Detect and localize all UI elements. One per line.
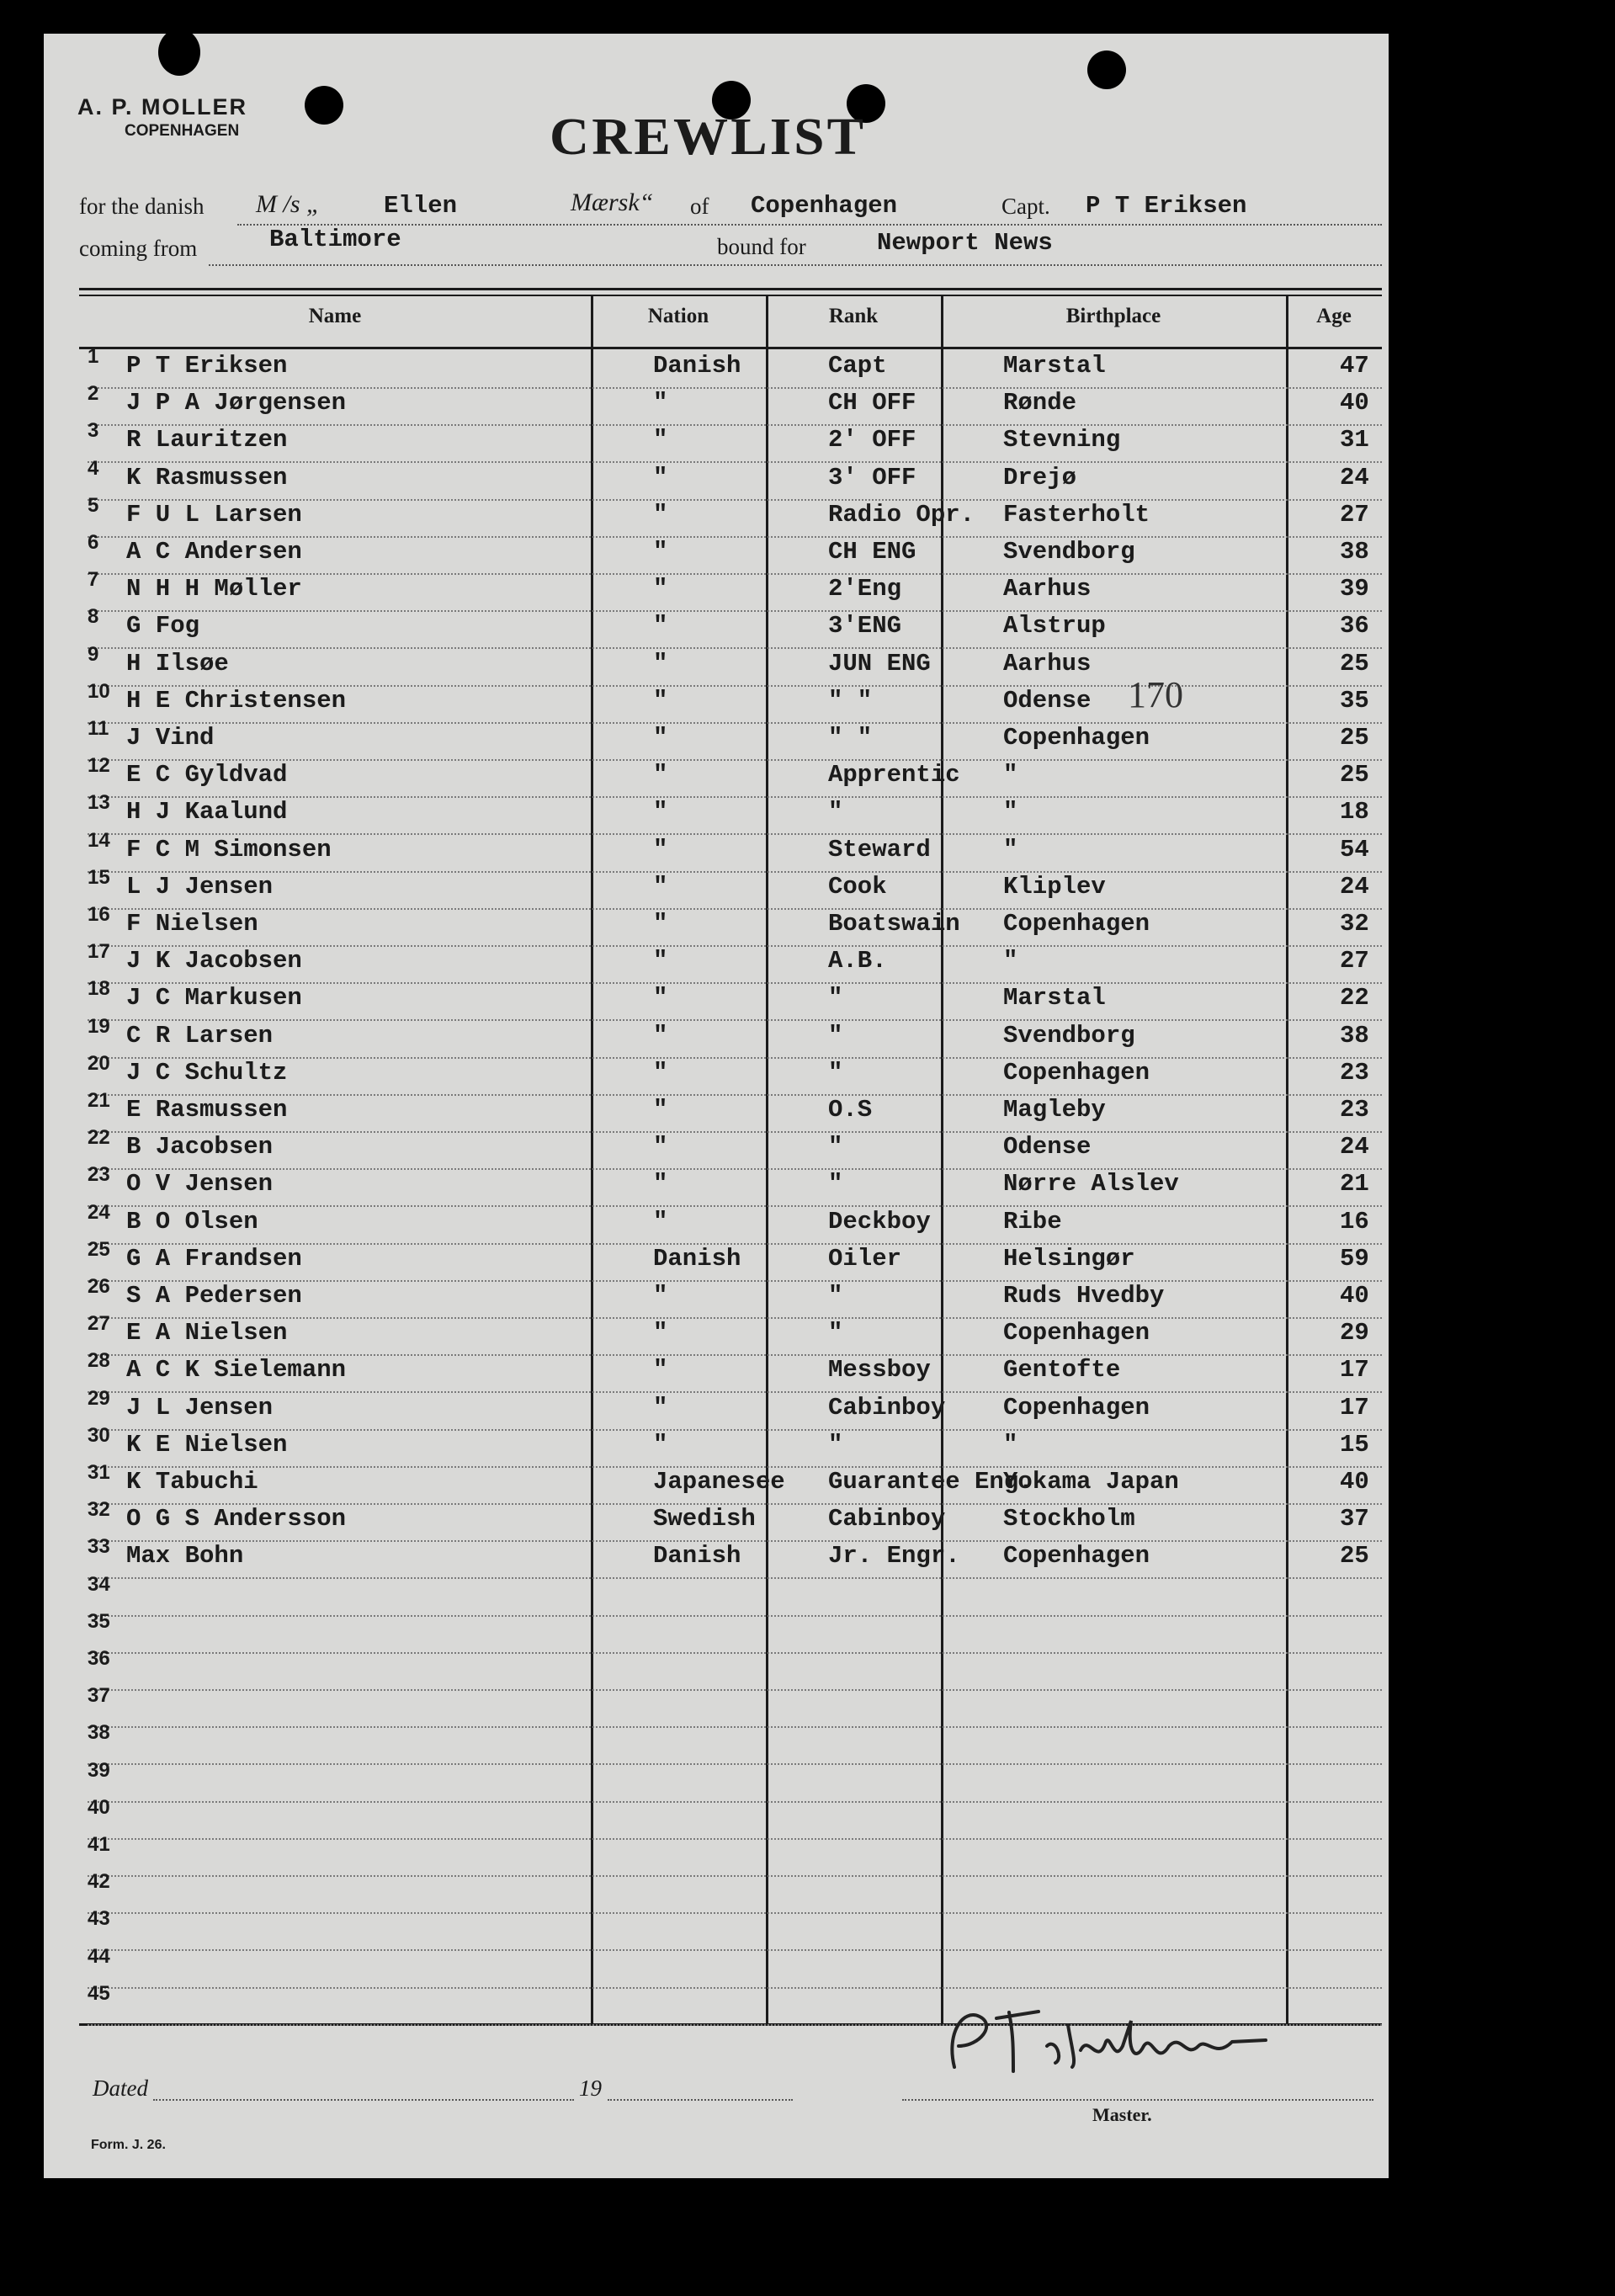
crew-rank: " — [828, 1319, 843, 1347]
crew-rank: Steward — [828, 835, 931, 864]
row-number: 5 — [88, 493, 99, 517]
crew-nation: " — [653, 389, 668, 417]
crew-name: J C Schultz — [126, 1058, 288, 1087]
crew-birthplace: Fasterholt — [1003, 500, 1150, 529]
crew-birthplace: Copenhagen — [1003, 910, 1150, 938]
crew-age: 40 — [1340, 1468, 1369, 1496]
table-top-rule-thin — [79, 295, 1382, 296]
table-row — [88, 1535, 1382, 1579]
crew-age: 18 — [1340, 798, 1369, 826]
table-top-rule — [79, 288, 1382, 290]
row-number: 24 — [88, 1200, 110, 1224]
company-city: COPENHAGEN — [125, 122, 240, 140]
crew-rank: Oiler — [828, 1244, 902, 1273]
crew-name: K E Nielsen — [126, 1430, 288, 1459]
crew-nation: " — [653, 984, 668, 1012]
crew-rank: " — [828, 1133, 843, 1161]
crew-birthplace: Stevning — [1003, 426, 1121, 454]
crew-birthplace: Marstal — [1003, 984, 1106, 1012]
crew-rank: JUN ENG — [828, 649, 931, 678]
crew-name: F U L Larsen — [126, 500, 302, 529]
crew-rank: Deckboy — [828, 1207, 931, 1236]
row-number: 10 — [88, 679, 110, 703]
punch-hole — [158, 29, 200, 76]
table-row — [88, 1758, 1382, 1803]
vessel-prefix: M /s „ — [256, 190, 321, 218]
crew-name: Max Bohn — [126, 1542, 244, 1571]
crew-name: S A Pedersen — [126, 1282, 302, 1310]
crew-age: 40 — [1340, 389, 1369, 417]
table-row — [88, 903, 1382, 947]
crew-birthplace: Aarhus — [1003, 575, 1092, 603]
vessel-line-dots — [237, 224, 1382, 226]
crew-name: A C K Sielemann — [126, 1356, 347, 1385]
year-prefix: 19 — [579, 2075, 602, 2101]
table-row — [88, 1237, 1382, 1282]
table-row — [88, 568, 1382, 612]
crew-name: G A Frandsen — [126, 1244, 302, 1273]
table-row — [88, 1163, 1382, 1207]
row-number: 20 — [88, 1051, 110, 1075]
bound-for-value: Newport News — [877, 229, 1053, 257]
signature-line-dots — [902, 2099, 1373, 2101]
crew-rank: " — [828, 1021, 843, 1050]
table-row — [88, 717, 1382, 761]
crew-name: C R Larsen — [126, 1021, 274, 1050]
crew-age: 35 — [1340, 686, 1369, 715]
crew-age: 27 — [1340, 500, 1369, 529]
crew-nation: Swedish — [653, 1505, 756, 1533]
crew-name: B Jacobsen — [126, 1133, 274, 1161]
crew-nation: " — [653, 686, 668, 715]
punch-hole — [1087, 50, 1126, 89]
row-number: 1 — [88, 345, 99, 368]
crew-name: R Lauritzen — [126, 426, 288, 454]
table-row — [88, 1833, 1382, 1877]
row-number: 45 — [88, 1981, 110, 2005]
row-number: 21 — [88, 1089, 110, 1112]
crew-name: H E Christensen — [126, 686, 347, 715]
crew-nation: " — [653, 835, 668, 864]
row-number: 41 — [88, 1833, 110, 1856]
crew-name: J L Jensen — [126, 1393, 274, 1422]
coming-from-value: Baltimore — [269, 226, 401, 253]
crew-nation: " — [653, 1282, 668, 1310]
crew-name: A C Andersen — [126, 538, 302, 566]
crew-name: O G S Andersson — [126, 1505, 347, 1533]
table-row — [88, 1423, 1382, 1468]
row-number: 40 — [88, 1795, 110, 1819]
crew-birthplace: Copenhagen — [1003, 1319, 1150, 1347]
crew-age: 25 — [1340, 724, 1369, 752]
crew-rank: 3'ENG — [828, 612, 902, 640]
table-row — [88, 1200, 1382, 1245]
crew-age: 29 — [1340, 1319, 1369, 1347]
table-row — [88, 1870, 1382, 1914]
crew-age: 38 — [1340, 538, 1369, 566]
crew-birthplace: Odense — [1003, 1133, 1092, 1161]
home-port: Copenhagen — [751, 192, 898, 220]
table-row — [88, 1572, 1382, 1617]
table-row — [88, 419, 1382, 463]
crewlist-document — [44, 34, 1389, 2178]
crew-rank: " — [828, 1170, 843, 1198]
crew-nation: Japanesee — [653, 1468, 785, 1496]
table-row — [88, 1275, 1382, 1319]
row-number: 42 — [88, 1870, 110, 1894]
row-number: 9 — [88, 642, 99, 666]
row-number: 43 — [88, 1907, 110, 1931]
crew-birthplace: Marstal — [1003, 352, 1106, 380]
crew-rank: 3' OFF — [828, 463, 916, 492]
crew-age: 22 — [1340, 984, 1369, 1012]
table-row — [88, 828, 1382, 873]
crew-name: L J Jensen — [126, 872, 274, 901]
crew-rank: Messboy — [828, 1356, 931, 1385]
column-header-rank: Rank — [828, 305, 879, 327]
crew-age: 17 — [1340, 1356, 1369, 1385]
row-number: 12 — [88, 754, 110, 778]
crew-name: J P A Jørgensen — [126, 389, 347, 417]
crew-age: 36 — [1340, 612, 1369, 640]
page-title: CREWLIST — [550, 109, 867, 166]
row-number: 32 — [88, 1498, 110, 1522]
crew-name: G Fog — [126, 612, 200, 640]
row-number: 7 — [88, 568, 99, 592]
crew-name: N H H Møller — [126, 575, 302, 603]
crew-birthplace: Copenhagen — [1003, 724, 1150, 752]
crew-nation: " — [653, 798, 668, 826]
table-row — [88, 1312, 1382, 1356]
crew-age: 32 — [1340, 910, 1369, 938]
table-row — [88, 977, 1382, 1021]
capt-label: Capt. — [1001, 194, 1050, 219]
table-row — [88, 642, 1382, 687]
row-number: 26 — [88, 1275, 110, 1298]
crew-birthplace: Gentofte — [1003, 1356, 1121, 1385]
crew-nation: " — [653, 575, 668, 603]
crew-rank: Apprentic — [828, 761, 960, 789]
voyage-line-dots — [209, 264, 1382, 266]
crew-name: B O Olsen — [126, 1207, 258, 1236]
crew-rank: Cabinboy — [828, 1393, 946, 1422]
vessel-name-1: Ellen — [384, 192, 458, 220]
crew-nation: " — [653, 724, 668, 752]
master-label: Master. — [1092, 2104, 1152, 2125]
crew-name: H Ilsøe — [126, 649, 229, 678]
crew-nation: " — [653, 538, 668, 566]
crew-rank: 2' OFF — [828, 426, 916, 454]
form-code: Form. J. 26. — [91, 2138, 166, 2152]
crew-rank: " — [828, 798, 843, 826]
crew-rank: Capt — [828, 352, 887, 380]
crew-nation: " — [653, 649, 668, 678]
crew-rank: CH OFF — [828, 389, 916, 417]
crew-rank: " " — [828, 724, 873, 752]
table-row — [88, 531, 1382, 575]
row-number: 25 — [88, 1237, 110, 1261]
table-header-rule — [79, 347, 1382, 349]
crew-rank: Guarantee Eng. — [828, 1468, 1033, 1496]
company-name: A. P. MOLLER — [77, 94, 248, 120]
crew-name: E Rasmussen — [126, 1096, 288, 1124]
row-number: 27 — [88, 1312, 110, 1336]
crew-nation: " — [653, 500, 668, 529]
crew-name: O V Jensen — [126, 1170, 274, 1198]
crew-age: 25 — [1340, 761, 1369, 789]
crew-nation: " — [653, 1096, 668, 1124]
table-row — [88, 1349, 1382, 1393]
crew-age: 16 — [1340, 1207, 1369, 1236]
crew-age: 54 — [1340, 835, 1369, 864]
crew-age: 31 — [1340, 426, 1369, 454]
crew-nation: " — [653, 1430, 668, 1459]
crew-age: 47 — [1340, 352, 1369, 380]
crew-birthplace: " — [1003, 947, 1018, 975]
crew-rank: Cabinboy — [828, 1505, 946, 1533]
vessel-name-2: Mærsk“ — [571, 189, 654, 216]
crew-birthplace: Nørre Alslev — [1003, 1170, 1179, 1198]
crew-birthplace: " — [1003, 798, 1018, 826]
row-number: 33 — [88, 1535, 110, 1559]
crew-age: 21 — [1340, 1170, 1369, 1198]
row-number: 35 — [88, 1609, 110, 1633]
crew-rank: " — [828, 1430, 843, 1459]
dated-label: Dated — [93, 2075, 148, 2101]
crew-nation: Danish — [653, 1542, 741, 1571]
row-number: 28 — [88, 1349, 110, 1373]
crew-age: 25 — [1340, 649, 1369, 678]
crew-name: P T Eriksen — [126, 352, 288, 380]
crew-birthplace: " — [1003, 835, 1018, 864]
of-label: of — [690, 194, 709, 219]
row-number: 11 — [88, 717, 109, 740]
crew-age: 25 — [1340, 1542, 1369, 1571]
row-number: 6 — [88, 531, 99, 554]
crew-age: 27 — [1340, 947, 1369, 975]
crew-nation: " — [653, 872, 668, 901]
table-row — [88, 382, 1382, 426]
crew-name: H J Kaalund — [126, 798, 288, 826]
crew-rank: Radio Opr. — [828, 500, 975, 529]
row-number: 17 — [88, 940, 110, 964]
row-number: 23 — [88, 1163, 110, 1187]
table-row — [88, 1126, 1382, 1170]
crew-birthplace: Stockholm — [1003, 1505, 1135, 1533]
for-the-danish-label: for the danish — [79, 194, 205, 219]
crew-nation: " — [653, 612, 668, 640]
crew-rank: 2'Eng — [828, 575, 902, 603]
row-number: 39 — [88, 1758, 110, 1782]
crew-nation: " — [653, 463, 668, 492]
coming-from-label: coming from — [79, 236, 198, 261]
crew-name: J Vind — [126, 724, 215, 752]
crew-nation: " — [653, 1356, 668, 1385]
crew-name: J C Markusen — [126, 984, 302, 1012]
crew-name: E A Nielsen — [126, 1319, 288, 1347]
row-number: 4 — [88, 456, 99, 480]
table-row — [88, 605, 1382, 649]
row-number: 19 — [88, 1014, 110, 1038]
table-row — [88, 1907, 1382, 1951]
crew-birthplace: Rønde — [1003, 389, 1077, 417]
crew-name: F C M Simonsen — [126, 835, 332, 864]
column-header-age: Age — [1316, 305, 1352, 327]
crew-age: 24 — [1340, 872, 1369, 901]
row-number: 29 — [88, 1386, 110, 1410]
row-number: 38 — [88, 1721, 110, 1745]
crew-rank: " " — [828, 686, 873, 715]
row-number: 30 — [88, 1423, 110, 1447]
crew-birthplace: Svendborg — [1003, 538, 1135, 566]
crew-birthplace: " — [1003, 1430, 1018, 1459]
year-line-dots — [608, 2099, 793, 2101]
crew-age: 23 — [1340, 1058, 1369, 1087]
table-row — [88, 456, 1382, 501]
row-number: 18 — [88, 977, 110, 1001]
row-number: 15 — [88, 865, 110, 889]
crew-nation: " — [653, 1207, 668, 1236]
crew-rank: Boatswain — [828, 910, 960, 938]
crew-rank: Cook — [828, 872, 887, 901]
crew-age: 15 — [1340, 1430, 1369, 1459]
crew-nation: " — [653, 1133, 668, 1161]
crew-nation: " — [653, 761, 668, 789]
row-number: 34 — [88, 1572, 110, 1596]
crew-birthplace: Yokama Japan — [1003, 1468, 1179, 1496]
table-row — [88, 1461, 1382, 1505]
crew-rank: Jr. Engr. — [828, 1542, 960, 1571]
crew-name: J K Jacobsen — [126, 947, 302, 975]
crew-rank: " — [828, 1058, 843, 1087]
crew-birthplace: Svendborg — [1003, 1021, 1135, 1050]
crew-nation: " — [653, 1393, 668, 1422]
crew-birthplace: Helsingør — [1003, 1244, 1135, 1273]
column-header-nation: Nation — [647, 305, 709, 327]
crew-nation: Danish — [653, 352, 741, 380]
table-row — [88, 1498, 1382, 1542]
crew-rank: " — [828, 1282, 843, 1310]
captain-name: P T Eriksen — [1086, 192, 1247, 220]
table-row — [88, 1609, 1382, 1654]
row-number: 8 — [88, 605, 99, 629]
table-row — [88, 1721, 1382, 1765]
crew-birthplace: Alstrup — [1003, 612, 1106, 640]
table-row — [88, 1795, 1382, 1840]
crew-nation: " — [653, 910, 668, 938]
table-row — [88, 1051, 1382, 1096]
crew-nation: " — [653, 1319, 668, 1347]
row-number: 2 — [88, 382, 99, 406]
crew-rank: A.B. — [828, 947, 887, 975]
master-signature — [929, 2000, 1299, 2084]
dated-line-dots — [153, 2099, 574, 2101]
table-row — [88, 865, 1382, 910]
row-number: 31 — [88, 1461, 110, 1484]
crew-nation: Danish — [653, 1244, 741, 1273]
bound-for-label: bound for — [717, 234, 806, 259]
crew-birthplace: Copenhagen — [1003, 1058, 1150, 1087]
table-row — [88, 1684, 1382, 1728]
table-row — [88, 1386, 1382, 1431]
table-row — [88, 1014, 1382, 1059]
row-number: 22 — [88, 1126, 110, 1150]
row-number: 13 — [88, 791, 110, 815]
crew-birthplace: Kliplev — [1003, 872, 1106, 901]
column-header-name: Name — [308, 305, 362, 327]
crew-birthplace: Copenhagen — [1003, 1393, 1150, 1422]
table-row — [88, 791, 1382, 835]
table-row — [88, 345, 1382, 389]
row-number: 44 — [88, 1944, 110, 1968]
crew-age: 17 — [1340, 1393, 1369, 1422]
crew-age: 24 — [1340, 1133, 1369, 1161]
row-number: 3 — [88, 419, 99, 443]
crew-birthplace: Drejø — [1003, 463, 1077, 492]
row-number: 36 — [88, 1647, 110, 1670]
crew-age: 59 — [1340, 1244, 1369, 1273]
table-row — [88, 1647, 1382, 1691]
margin-annotation: 170 — [1128, 674, 1183, 715]
table-row — [88, 940, 1382, 984]
crew-birthplace: Ribe — [1003, 1207, 1062, 1236]
table-row — [88, 1944, 1382, 1989]
row-number: 16 — [88, 903, 110, 926]
table-row — [88, 754, 1382, 798]
crew-name: E C Gyldvad — [126, 761, 288, 789]
crew-age: 39 — [1340, 575, 1369, 603]
table-row — [88, 493, 1382, 538]
crew-age: 24 — [1340, 463, 1369, 492]
crew-age: 38 — [1340, 1021, 1369, 1050]
table-row — [88, 679, 1382, 724]
crew-name: F Nielsen — [126, 910, 258, 938]
crew-birthplace: Copenhagen — [1003, 1542, 1150, 1571]
crew-name: K Tabuchi — [126, 1468, 258, 1496]
crew-nation: " — [653, 426, 668, 454]
row-number: 14 — [88, 828, 110, 852]
crew-rank: O.S — [828, 1096, 873, 1124]
crew-name: K Rasmussen — [126, 463, 288, 492]
column-header-birthplace: Birthplace — [1065, 305, 1161, 327]
table-row — [88, 1089, 1382, 1133]
crew-nation: " — [653, 1058, 668, 1087]
crew-rank: " — [828, 984, 843, 1012]
crew-birthplace: Aarhus — [1003, 649, 1092, 678]
crew-age: 23 — [1340, 1096, 1369, 1124]
crew-nation: " — [653, 947, 668, 975]
crew-birthplace: Magleby — [1003, 1096, 1106, 1124]
crew-nation: " — [653, 1170, 668, 1198]
crew-birthplace: Ruds Hvedby — [1003, 1282, 1165, 1310]
crew-rank: CH ENG — [828, 538, 916, 566]
crew-age: 37 — [1340, 1505, 1369, 1533]
punch-hole — [305, 86, 343, 125]
crew-age: 40 — [1340, 1282, 1369, 1310]
crew-nation: " — [653, 1021, 668, 1050]
crew-birthplace: Odense — [1003, 686, 1092, 715]
company-letterhead — [77, 94, 247, 141]
row-number: 37 — [88, 1684, 110, 1708]
crew-birthplace: " — [1003, 761, 1018, 789]
